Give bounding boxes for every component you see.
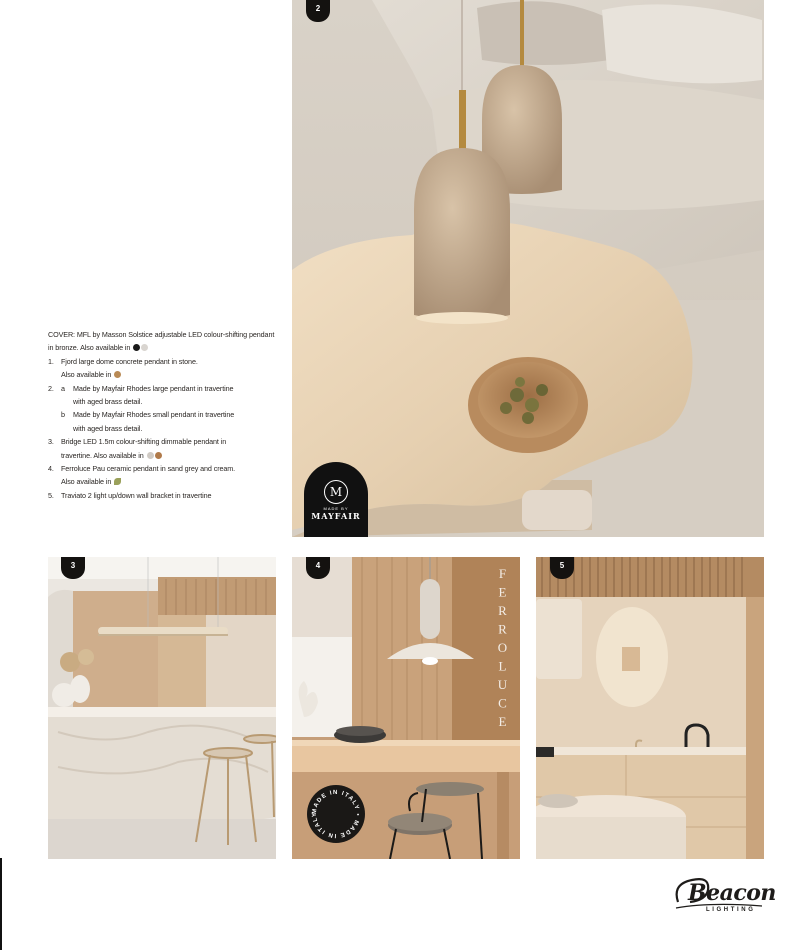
colour-swatch xyxy=(114,371,121,378)
legend-cover-text: COVER: MFL by Masson Solstice adjustable LED colour-shifting pendant in bronze. Also available in xyxy=(48,330,275,353)
photo-number-badge: 5 xyxy=(550,557,574,579)
photo-5-illustration xyxy=(536,557,764,859)
colour-swatch xyxy=(141,344,148,351)
legend-item-text: with aged brass detail. xyxy=(73,423,143,433)
photo-number-badge: 4 xyxy=(306,557,330,579)
mayfair-monogram: M xyxy=(324,480,348,504)
legend-item-number: 4. xyxy=(48,464,54,474)
colour-swatch xyxy=(147,452,154,459)
colour-swatch xyxy=(133,344,140,351)
legend-item xyxy=(48,462,280,489)
mayfair-wordmark: MAYFAIR xyxy=(311,511,361,521)
legend-item-text: Also available in xyxy=(61,370,112,380)
page-edge-rule xyxy=(0,858,2,950)
legend-item xyxy=(48,355,280,382)
legend-item-text: travertine. Also available in xyxy=(61,450,144,460)
brand-logo-wordmark: Beacon xyxy=(688,880,776,906)
legend-item-text: Bridge LED 1.5m colour-shifting dimmable pendant in xyxy=(61,437,227,447)
photo-5 xyxy=(536,557,764,859)
mayfair-made-by: MADE BY xyxy=(323,506,349,511)
legend-cover xyxy=(48,328,280,355)
hero-photo xyxy=(292,0,764,537)
legend-item-text: Made by Mayfair Rhodes small pendant in travertine xyxy=(73,410,235,420)
photo-number-badge: 3 xyxy=(61,557,85,579)
legend-item-text: Traviato 2 light up/down wall bracket in travertine xyxy=(61,490,212,500)
ferroluce-vertical-text: FERROLUCE xyxy=(495,566,510,733)
legend-item-text: Made by Mayfair Rhodes large pendant in travertine xyxy=(73,383,234,393)
legend-item xyxy=(48,489,280,502)
legend-item-number: 1. xyxy=(48,356,54,366)
colour-swatch xyxy=(114,478,121,485)
legend-item-text: Ferroluce Pau ceramic pendant in sand grey and cream. xyxy=(61,464,236,474)
seal-text: MADE IN ITALY • MADE IN ITALY xyxy=(311,789,361,839)
brand-logo-subtitle: LIGHTING xyxy=(706,907,756,913)
legend-item xyxy=(48,435,280,462)
legend-item-number: 3. xyxy=(48,437,54,447)
legend-subitem-letter: a xyxy=(61,383,65,393)
colour-swatch xyxy=(155,452,162,459)
legend-subitem xyxy=(48,408,280,435)
legend-item-number: 2. xyxy=(48,383,54,393)
product-legend xyxy=(48,328,280,502)
photo-3 xyxy=(48,557,276,859)
made-in-italy-seal xyxy=(306,784,366,844)
legend-item-text: with aged brass detail. xyxy=(73,397,143,407)
legend-item-text: Also available in xyxy=(61,477,112,487)
mayfair-logo-badge xyxy=(304,462,368,537)
legend-item xyxy=(48,382,280,409)
hero-photo-illustration xyxy=(292,0,764,537)
legend-item-number: 5. xyxy=(48,490,54,500)
photo-3-illustration xyxy=(48,557,276,859)
legend-subitem-letter: b xyxy=(61,410,65,420)
photo-number-badge: 2 xyxy=(306,0,330,22)
legend-item-text: Fjord large dome concrete pendant in stone. xyxy=(61,356,198,366)
